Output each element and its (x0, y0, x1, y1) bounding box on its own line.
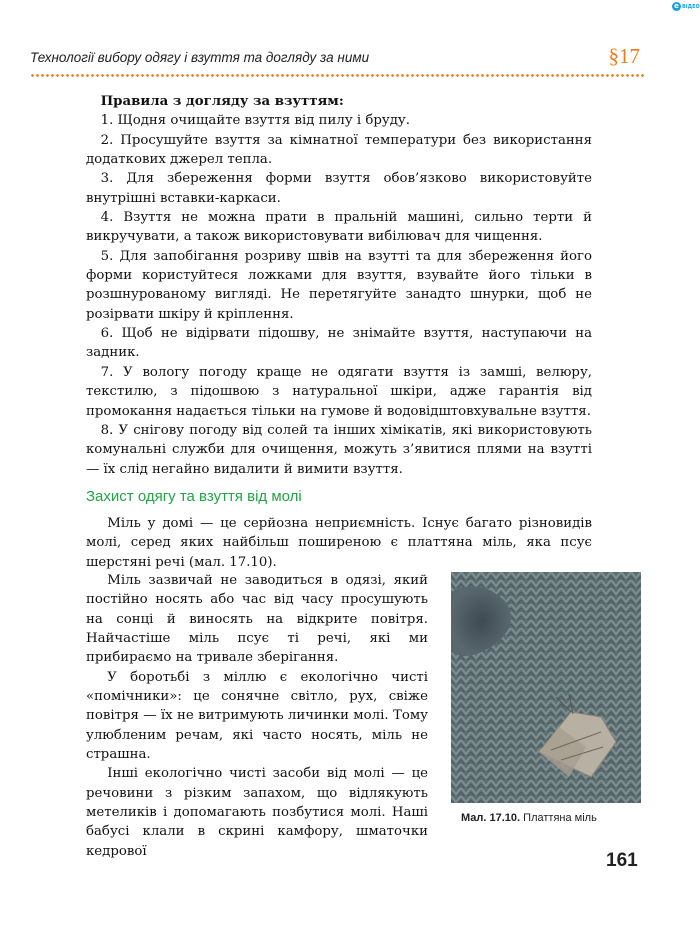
moth-photo (451, 572, 641, 803)
dotted-divider (30, 74, 644, 77)
moth-on-wool-image (451, 572, 641, 803)
rule-item: 4. Взуття не можна прати в пральній машині, сильно терти й викручувати, а також використовувати вибілювач для чищення. (86, 210, 592, 245)
logo-icon: e (672, 2, 681, 11)
rule-item: 7. У вологу погоду краще не одягати взуття із замші, велюру, текстилю, з підошвою з натуральної шкіри, адже гарантія від промокання надається тільки на гумове й водовідштовхувальне взуття. (86, 364, 592, 419)
body-paragraph: У боротьбі з міллю є екологічно чисті «помічники»: це сонячне світло, рух, свіже повітря — їх не витримують личинки молі. Тому улюбленим речам, які часто носять, міль не страшна. (86, 669, 428, 763)
moth-intro (86, 514, 592, 572)
rule-item: 2. Просушуйте взуття за кімнатної температури без використання додаткових джерел тепла. (86, 132, 592, 168)
moth-text-column (86, 571, 428, 861)
figure-caption (461, 812, 597, 824)
running-header (30, 44, 640, 70)
rule-item: 8. У снігову погоду від солей та інших хімікатів, які використовують комунальні служби для очищення, можуть з’явитися плями на взутті — їх слід негайно видалити й вимити взуття. (86, 422, 592, 477)
section-heading: Захист одягу та взуття від молі (86, 488, 302, 505)
shoe-care-rules (86, 92, 592, 479)
rule-item: 1. Щодня очищайте взуття від пилу і бруду. (100, 113, 410, 129)
caption-text: Платтяна міль (523, 812, 597, 824)
rule-item: 5. Для запобігання розриву швів на взутті та для збереження його форми користуйтеся ложками для взуття, взувайте його тільки в розшнурованому вигляді. Не перетягуйте занадто шнурки, щоб не розірвати шкіру й кріплення. (86, 248, 592, 322)
header-title: Технології вибору одягу і взуття та догляду за ними (30, 50, 370, 65)
publisher-logo[interactable] (672, 2, 700, 11)
body-paragraph: Міль зазвичай не заводиться в одязі, який постійно носять або час від часу просушують на сонці й виносять на відкрите повітря. Найчастіше міль псує ті речі, які ми прибираємо на тривале зберігання. (86, 573, 428, 666)
rules-title: Правила з догляду за взуттям: (100, 94, 344, 109)
rule-item: 3. Для збереження форми взуття обов’язково використовуйте внутрішні вставки-каркаси. (86, 171, 592, 206)
caption-label: Мал. 17.10. (461, 812, 521, 824)
body-paragraph: Інші екологічно чисті засоби від молі — це речовини з різким запахом, що відлякують метеликів і допомагають позбутися молі. Наші бабусі клали в скрині камфору, шматочки кедрової (86, 766, 428, 859)
page-number: 161 (606, 850, 638, 871)
rule-item: 6. Щоб не відірвати підошву, не знімайте взуття, наступаючи на задник. (86, 326, 592, 361)
intro-paragraph: Міль у домі — це серйозна неприємність. Існує багато різновидів молі, серед яких найбільш поширеною є платтяна міль, яка псує шерстяні речі (мал. 17.10). (86, 516, 592, 570)
section-number: §17 (608, 44, 640, 68)
logo-text: ВІДЕО (682, 3, 700, 10)
